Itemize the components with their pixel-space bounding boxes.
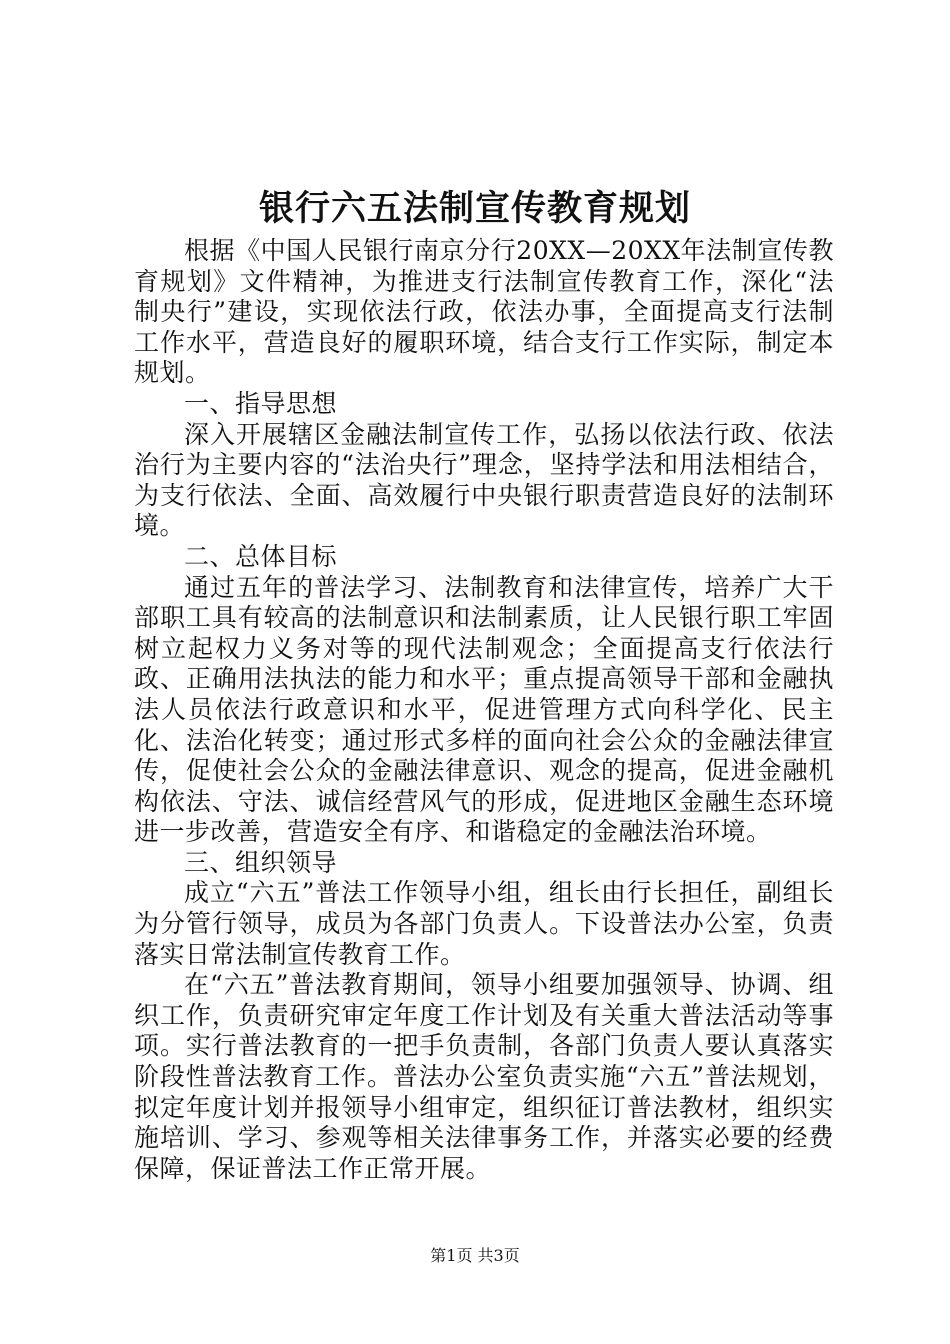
paragraph-leadership-duties: 在“六五”普法教育期间，领导小组要加强领导、协调、组织工作，负责研究审定年度工作计划及有关重大普法活动等事项。实行普法教育的一把手负责制，各部门负责人要认真落实阶段性普法教育工作。普法办公室负责实施“六五”普法规划，拟定年度计划并报领导小组审定，组织征订普法教材，组织实施培训、学习、参观等相关法律事务工作，并落实必要的经费保障，保证普法工作正常开展。 (134, 970, 834, 1183)
document-body (134, 236, 834, 1184)
paragraph-intro: 根据《中国人民银行南京分行20XX—20XX年法制宣传教育规划》文件精神，为推进支行法制宣传教育工作，深化“法制央行”建设，实现依法行政，依法办事，全面提高支行法制工作水平，营造良好的履职环境，结合支行工作实际，制定本规划。 (134, 236, 834, 388)
paragraph-guiding-thought: 深入开展辖区金融法制宣传工作，弘扬以依法行政、依法治行为主要内容的“法治央行”理念，坚持学法和用法相结合，为支行依法、全面、高效履行中央银行职责营造良好的法制环境。 (134, 419, 834, 541)
section-heading-overall-goal: 二、总体目标 (184, 541, 338, 571)
section-heading-leadership: 三、组织领导 (184, 847, 338, 877)
section-heading-guiding-thought: 一、指导思想 (184, 388, 338, 418)
page-footer: 第1页 共3页 (430, 1246, 520, 1265)
paragraph-leadership-group: 成立“六五”普法工作领导小组，组长由行长担任，副组长为分管行领导，成员为各部门负责人。下设普法办公室，负责落实日常法制宣传教育工作。 (134, 878, 834, 969)
paragraph-overall-goal: 通过五年的普法学习、法制教育和法律宣传，培养广大干部职工具有较高的法制意识和法制素质，让人民银行职工牢固树立起权力义务对等的现代法制观念；全面提高支行依法行政、正确用法执法的能力和水平；重点提高领导干部和金融执法人员依法行政意识和水平，促进管理方式向科学化、民主化、法治化转变；通过形式多样的面向社会公众的金融法律宣传，促使社会公众的金融法律意识、观念的提高，促进金融机构依法、守法、诚信经营风气的形成，促进地区金融生态环境进一步改善，营造安全有序、和谐稳定的金融法治环境。 (134, 572, 834, 847)
document-title: 银行六五法制宣传教育规划 (258, 188, 691, 229)
